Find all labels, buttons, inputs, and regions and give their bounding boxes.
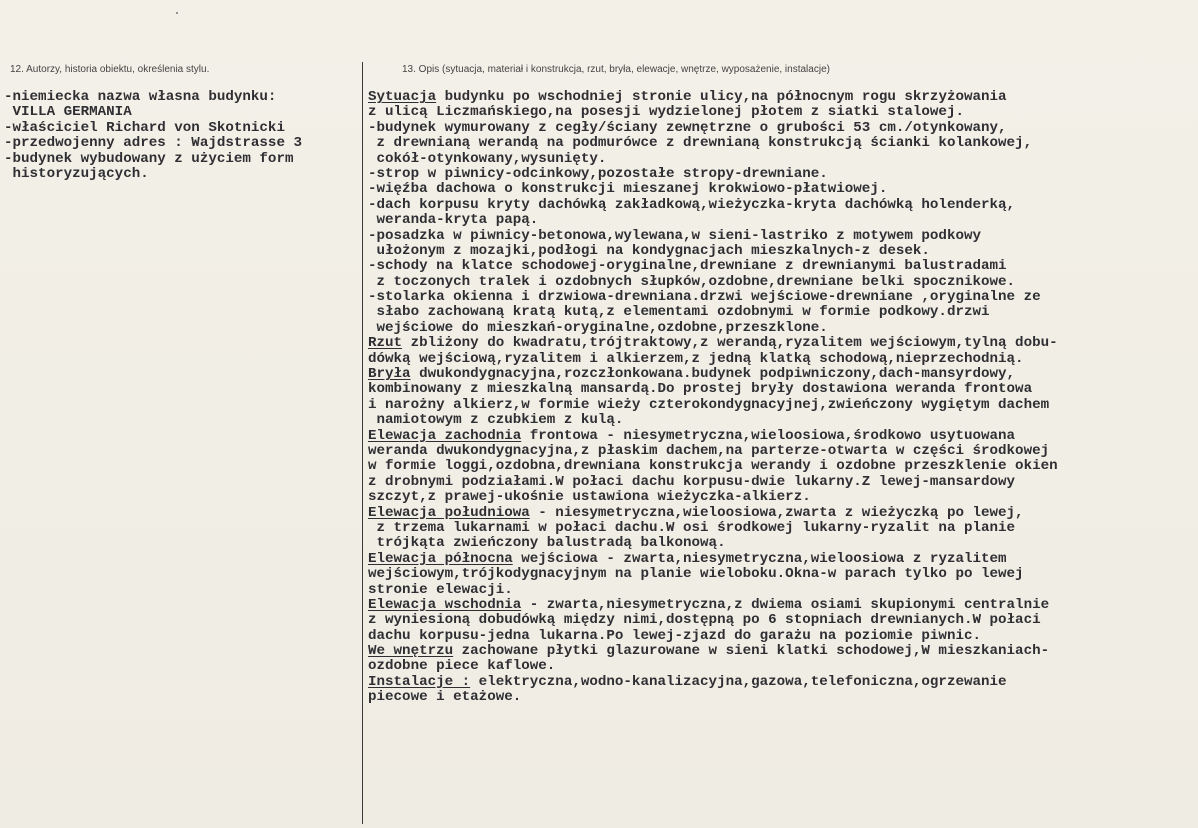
- description-line: [368, 167, 1058, 182]
- description-line: [368, 644, 1058, 659]
- line-text: elektryczna,wodno-kanalizacyjna,gazowa,telefoniczna,ogrzewanie: [470, 673, 1007, 690]
- section-heading: Rzut: [368, 335, 403, 352]
- section-heading: We wnętrzu: [368, 643, 454, 660]
- description-line: [368, 629, 1058, 644]
- line-text: z toczonych tralek i ozdobnych słupków,ozdobne,drewniane belki spocznikowe.: [368, 273, 1016, 290]
- description-line: [368, 567, 1058, 582]
- description-line: [368, 521, 1058, 536]
- description-line: [368, 444, 1058, 459]
- line-text: zbliżony do kwadratu,trójtraktowy,z werandą,ryzalitem wejściowym,tylną dobu-: [402, 335, 1058, 352]
- history-line: -właściciel Richard von Skotnicki: [4, 119, 285, 136]
- section-heading: Sytuacja: [368, 89, 437, 105]
- description-line: [368, 321, 1058, 336]
- description-line: [368, 90, 1058, 105]
- line-text: ozdobne piece kaflowe.: [368, 658, 556, 675]
- description-line: [368, 475, 1058, 490]
- description-line: [368, 105, 1058, 120]
- description-line: [368, 413, 1058, 428]
- line-text: wejściowym,trójkodygnacyjnym na planie wieloboku.Okna-w parach tylko po lewej: [368, 566, 1024, 583]
- description-line: [368, 275, 1058, 290]
- line-text: w formie loggi,ozdobna,drewniana konstrukcja werandy i ozdobne przeszklenie okien: [368, 458, 1058, 475]
- history-column: [4, 90, 302, 182]
- line-text: -budynek wymurowany z cegły/ściany zewnętrzne o grubości 53 cm./otynkowany,: [368, 119, 1007, 136]
- description-line: [368, 198, 1058, 213]
- history-line: -budynek wybudowany z użyciem form: [4, 150, 294, 167]
- line-text: frontowa - niesymetryczna,wieloosiowa,środkowo usytuowana: [521, 427, 1016, 444]
- description-line: [368, 382, 1058, 397]
- line-text: dachu korpusu-jedna lukarna.Po lewej-zjazd do garażu na poziomie piwnic.: [368, 627, 981, 644]
- description-line: [368, 121, 1058, 136]
- description-line: [368, 598, 1058, 613]
- history-line: -niemiecka nazwa własna budynku:: [4, 89, 277, 105]
- line-text: trójkąta zwieńczony balustradą balkonową.: [368, 535, 726, 552]
- line-text: -stolarka okienna i drzwiowa-drewniana.drzwi wejściowe-drewniane ,oryginalne ze: [368, 289, 1041, 306]
- line-text: piecowe i etażowe.: [368, 689, 522, 706]
- description-line: [368, 229, 1058, 244]
- line-text: dwukondygnacyjna,rozczłonkowana.budynek podpiwniczony,dach-mansyrdowy,: [410, 366, 1016, 383]
- description-line: [368, 305, 1058, 320]
- line-text: - niesymetryczna,wieloosiowa,zwarta z wieżyczką po lewej,: [529, 504, 1024, 521]
- line-text: ułożonym z mozajki,podłogi na kondygnacjach mieszkalnych-z desek.: [368, 242, 930, 259]
- section-heading: Elewacja zachodnia: [368, 427, 522, 444]
- description-line: [368, 290, 1058, 305]
- description-line: [368, 213, 1058, 228]
- description-line: [368, 459, 1058, 474]
- section-heading: Instalacje :: [368, 673, 471, 690]
- description-line: [368, 490, 1058, 505]
- line-text: cokół-otynkowany,wysunięty.: [368, 150, 607, 167]
- description-line: [368, 336, 1058, 351]
- section-heading: Bryła: [368, 366, 411, 383]
- description-line: [368, 136, 1058, 151]
- description-line: [368, 182, 1058, 197]
- paper-speck: [176, 12, 178, 14]
- line-text: wejściowa - zwarta,niesymetryczna,wieloosiowa z ryzalitem: [512, 550, 1007, 567]
- line-text: weranda dwukondygnacyjna,z płaskim dachem,na parterze-otwarta w części środkowej: [368, 442, 1050, 459]
- line-text: wejściowe do mieszkań-oryginalne,ozdobne,przeszklone.: [368, 319, 828, 336]
- description-line: [368, 659, 1058, 674]
- description-line: [368, 367, 1058, 382]
- description-line: [368, 429, 1058, 444]
- description-line: [368, 690, 1058, 705]
- line-text: -strop w piwnicy-odcinkowy,pozostałe stropy-drewniane.: [368, 165, 828, 182]
- description-line: [368, 259, 1058, 274]
- line-text: budynku po wschodniej stronie ulicy,na północnym rogu skrzyżowania: [436, 89, 1007, 105]
- line-text: kombinowany z mieszkalną mansardą.Do prostej bryły dostawiona weranda frontowa: [368, 381, 1033, 398]
- line-text: słabo zachowaną kratą kutą,z elementami ozdobnymi w formie podkowy.drzwi: [368, 304, 990, 321]
- line-text: -posadzka w piwnicy-betonowa,wylewana,w sieni-lastriko z motywem podkowy: [368, 227, 981, 244]
- line-text: i narożny alkierz,w formie wieży czterokondygnacyjnej,zwieńczony wygiętym dachem: [368, 396, 1050, 413]
- line-text: z ulicą Liczmańskiego,na posesji wydzielonej płotem z siatki stalowej.: [368, 104, 964, 121]
- section-heading: Elewacja północna: [368, 550, 513, 567]
- line-text: -więźba dachowa o konstrukcji mieszanej krokwiowo-płatwiowej.: [368, 181, 888, 198]
- history-line: VILLA GERMANIA: [4, 104, 132, 121]
- description-column: [368, 90, 1058, 706]
- description-line: [368, 398, 1058, 413]
- section-12-header: 12. Autorzy, historia obiektu, określenia stylu.: [10, 64, 210, 75]
- description-line: [368, 244, 1058, 259]
- description-line: [368, 675, 1058, 690]
- section-heading: Elewacja południowa: [368, 504, 530, 521]
- line-text: weranda-kryta papą.: [368, 212, 539, 229]
- line-text: z trzema lukarnami w połaci dachu.W osi środkowej lukarny-ryzalit na planie: [368, 519, 1016, 536]
- description-line: [368, 583, 1058, 598]
- description-line: [368, 152, 1058, 167]
- history-line: historyzujących.: [4, 165, 149, 182]
- description-line: [368, 613, 1058, 628]
- description-line: [368, 552, 1058, 567]
- line-text: -schody na klatce schodowej-oryginalne,drewniane z drewnianymi balustradami: [368, 258, 1007, 275]
- description-line: [368, 536, 1058, 551]
- description-line: [368, 506, 1058, 521]
- line-text: z drobnymi podziałami.W połaci dachu korpusu-dwie lukarny.Z lewej-mansardowy: [368, 473, 1016, 490]
- description-line: [368, 352, 1058, 367]
- section-13-header: 13. Opis (sytuacja, materiał i konstrukcja, rzut, bryła, elewacje, wnętrze, wyposażenie, instalacje): [402, 64, 830, 75]
- line-text: dówką wejściową,ryzalitem i alkierzem,z jedną klatką schodową,nieprzechodnią.: [368, 350, 1024, 367]
- line-text: z drewnianą werandą na podmurówce z drewnianą konstrukcją ścianki kolankowej,: [368, 135, 1033, 152]
- line-text: - zwarta,niesymetryczna,z dwiema osiami skupionymi centralnie: [521, 596, 1050, 613]
- line-text: namiotowym z czubkiem z kulą.: [368, 412, 624, 429]
- line-text: z wyniesioną dobudówką między nimi,dostępną po 6 stopniach drewnianych.W połaci: [368, 612, 1041, 629]
- line-text: -dach korpusu kryty dachówką zakładkową,wieżyczka-kryta dachówką holenderką,: [368, 196, 1016, 213]
- history-line: -przedwojenny adres : Wajdstrasse 3: [4, 135, 302, 152]
- section-heading: Elewacja wschodnia: [368, 596, 522, 613]
- line-text: zachowane płytki glazurowane w sieni klatki schodowej,W mieszkaniach-: [453, 643, 1050, 660]
- column-divider: [362, 62, 363, 824]
- line-text: stronie elewacji.: [368, 581, 513, 598]
- line-text: szczyt,z prawej-ukośnie ustawiona wieżyczka-alkierz.: [368, 489, 811, 506]
